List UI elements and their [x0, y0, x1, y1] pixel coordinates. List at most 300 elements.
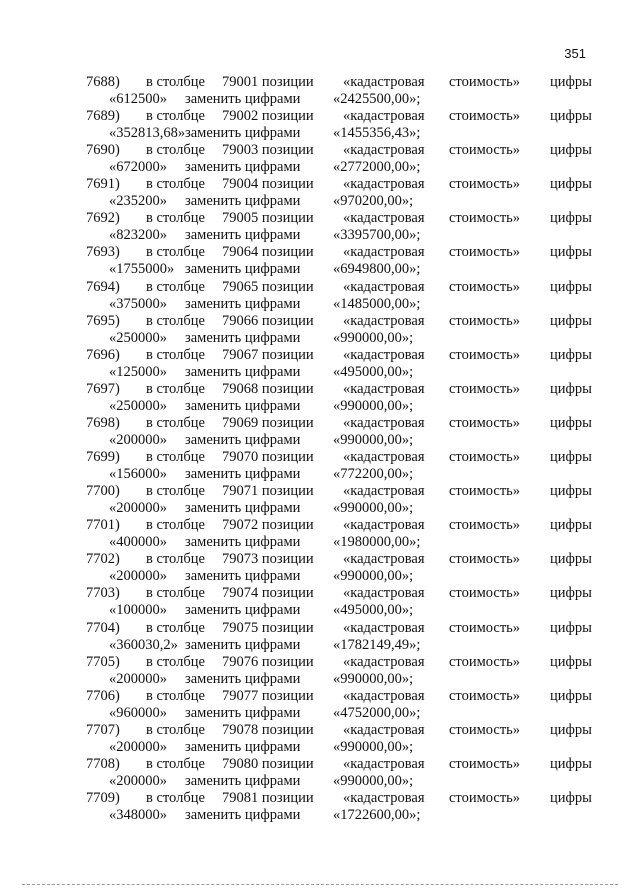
entry-number: 7707) — [86, 721, 120, 738]
value-text: стоимость» — [449, 142, 521, 159]
digits-text: цифры — [550, 210, 592, 227]
entry-number: 7688) — [86, 74, 120, 90]
entry-second-line — [0, 568, 640, 585]
entry-first-line — [0, 756, 640, 773]
position-text: позиции — [261, 176, 314, 193]
new-value: «495000,00»; — [333, 602, 414, 619]
column-code: 79074 — [222, 585, 259, 602]
replace-text: заменить цифрами — [185, 431, 301, 448]
position-code — [222, 620, 314, 637]
position-code — [222, 415, 314, 432]
old-value: «375000» — [109, 295, 167, 312]
entry-second-line — [0, 193, 640, 210]
old-value: «156000» — [109, 466, 167, 483]
column-code: 79003 — [222, 142, 259, 159]
value-text: стоимость» — [449, 653, 521, 670]
old-value: «1755000» — [109, 261, 175, 278]
replace-text: заменить цифрами — [185, 466, 301, 483]
entry-first-line — [0, 279, 640, 296]
old-value: «352813,68» — [109, 125, 186, 142]
position-code — [222, 108, 314, 125]
position-code — [222, 517, 314, 534]
old-value: «200000» — [109, 670, 167, 687]
replace-text: заменить цифрами — [185, 772, 301, 789]
position-text: позиции — [261, 449, 314, 466]
position-code — [222, 279, 314, 296]
old-value: «672000» — [109, 159, 167, 176]
digits-text: цифры — [550, 721, 592, 738]
entry-number: 7689) — [86, 108, 120, 125]
column-code: 79005 — [222, 210, 259, 227]
replace-text: заменить цифрами — [185, 670, 301, 687]
position-text: позиции — [261, 687, 314, 704]
digits-text: цифры — [550, 244, 592, 261]
digits-text: цифры — [550, 619, 592, 636]
column-code: 79064 — [222, 244, 259, 261]
column-code: 79001 — [222, 74, 259, 90]
column-code: 79073 — [222, 551, 259, 568]
in-column-text: в столбце — [146, 210, 205, 227]
cadastral-text: «кадастровая — [343, 108, 425, 125]
new-value: «4752000,00»; — [333, 704, 421, 721]
new-value: «990000,00»; — [333, 772, 414, 789]
amendment-entry — [0, 244, 640, 278]
value-text: стоимость» — [449, 346, 521, 363]
entry-first-line — [0, 142, 640, 159]
cadastral-text: «кадастровая — [343, 346, 425, 363]
position-text: позиции — [261, 483, 314, 500]
position-code — [222, 313, 314, 330]
cadastral-text: «кадастровая — [343, 721, 425, 738]
digits-text: цифры — [550, 585, 592, 602]
entry-first-line — [0, 722, 640, 739]
entry-first-line — [0, 449, 640, 466]
replace-text: заменить цифрами — [185, 125, 301, 142]
position-text: позиции — [261, 585, 314, 602]
in-column-text: в столбце — [146, 755, 205, 772]
new-value: «1782149,49»; — [333, 636, 421, 653]
old-value: «200000» — [109, 431, 167, 448]
digits-text: цифры — [550, 483, 592, 500]
entry-second-line — [0, 330, 640, 347]
value-text: стоимость» — [449, 380, 521, 397]
position-text: позиции — [261, 789, 314, 806]
entry-first-line — [0, 381, 640, 398]
replace-text: заменить цифрами — [185, 91, 301, 107]
digits-text: цифры — [550, 346, 592, 363]
old-value: «200000» — [109, 772, 167, 789]
position-code — [222, 244, 314, 261]
position-code — [222, 654, 314, 671]
position-code — [222, 449, 314, 466]
entry-number: 7691) — [86, 176, 120, 193]
cadastral-text: «кадастровая — [343, 414, 425, 431]
cadastral-text: «кадастровая — [343, 653, 425, 670]
entry-number: 7695) — [86, 312, 120, 329]
entry-number: 7698) — [86, 414, 120, 431]
replace-text: заменить цифрами — [185, 568, 301, 585]
old-value: «100000» — [109, 602, 167, 619]
position-code — [222, 756, 314, 773]
cadastral-text: «кадастровая — [343, 585, 425, 602]
position-text: позиции — [261, 380, 314, 397]
digits-text: цифры — [550, 142, 592, 159]
position-text: позиции — [261, 210, 314, 227]
entry-second-line — [0, 296, 640, 313]
entry-second-line — [0, 261, 640, 278]
entry-second-line — [0, 637, 640, 654]
cadastral-text: «кадастровая — [343, 210, 425, 227]
amendment-entry — [0, 449, 640, 483]
position-text: позиции — [261, 551, 314, 568]
page-number: 351 — [564, 46, 586, 61]
new-value: «2425500,00»; — [333, 91, 421, 107]
new-value: «1485000,00»; — [333, 295, 421, 312]
entry-second-line — [0, 432, 640, 449]
position-code — [222, 381, 314, 398]
entry-first-line — [0, 620, 640, 637]
position-code — [222, 176, 314, 193]
cadastral-text: «кадастровая — [343, 619, 425, 636]
value-text: стоимость» — [449, 687, 521, 704]
entry-number: 7693) — [86, 244, 120, 261]
column-code: 79070 — [222, 449, 259, 466]
new-value: «990000,00»; — [333, 568, 414, 585]
entry-first-line — [0, 790, 640, 807]
in-column-text: в столбце — [146, 585, 205, 602]
digits-text: цифры — [550, 449, 592, 466]
amendment-entry — [0, 483, 640, 517]
in-column-text: в столбце — [146, 74, 205, 90]
amendment-entry — [0, 517, 640, 551]
amendment-entry — [0, 279, 640, 313]
entry-first-line — [0, 551, 640, 568]
entry-second-line — [0, 773, 640, 790]
replace-text: заменить цифрами — [185, 193, 301, 210]
in-column-text: в столбце — [146, 687, 205, 704]
entry-number: 7700) — [86, 483, 120, 500]
digits-text: цифры — [550, 414, 592, 431]
position-text: позиции — [261, 346, 314, 363]
position-code — [222, 722, 314, 739]
value-text: стоимость» — [449, 755, 521, 772]
old-value: «200000» — [109, 568, 167, 585]
entry-second-line — [0, 398, 640, 415]
entry-second-line — [0, 227, 640, 244]
cadastral-text: «кадастровая — [343, 176, 425, 193]
in-column-text: в столбце — [146, 517, 205, 534]
position-text: позиции — [261, 517, 314, 534]
entry-first-line — [0, 210, 640, 227]
new-value: «990000,00»; — [333, 329, 414, 346]
value-text: стоимость» — [449, 210, 521, 227]
position-text: позиции — [261, 653, 314, 670]
entry-number: 7709) — [86, 789, 120, 806]
old-value: «400000» — [109, 534, 167, 551]
entry-number: 7696) — [86, 346, 120, 363]
new-value: «1722600,00»; — [333, 806, 421, 823]
column-code: 79072 — [222, 517, 259, 534]
value-text: стоимость» — [449, 619, 521, 636]
entry-first-line — [0, 244, 640, 261]
replace-text: заменить цифрами — [185, 397, 301, 414]
amendment-entry — [0, 756, 640, 790]
value-text: стоимость» — [449, 278, 521, 295]
value-text: стоимость» — [449, 449, 521, 466]
old-value: «250000» — [109, 329, 167, 346]
replace-text: заменить цифрами — [185, 534, 301, 551]
digits-text: цифры — [550, 74, 592, 90]
amendment-entry — [0, 688, 640, 722]
entry-number: 7702) — [86, 551, 120, 568]
entry-first-line — [0, 74, 640, 91]
column-code: 79076 — [222, 653, 259, 670]
replace-text: заменить цифрами — [185, 159, 301, 176]
amendment-entry — [0, 108, 640, 142]
position-text: позиции — [261, 244, 314, 261]
old-value: «360030,2» — [109, 636, 178, 653]
value-text: стоимость» — [449, 585, 521, 602]
cadastral-text: «кадастровая — [343, 687, 425, 704]
position-text: позиции — [261, 721, 314, 738]
old-value: «200000» — [109, 738, 167, 755]
position-code — [222, 142, 314, 159]
replace-text: заменить цифрами — [185, 704, 301, 721]
cadastral-text: «кадастровая — [343, 278, 425, 295]
digits-text: цифры — [550, 687, 592, 704]
column-code: 79068 — [222, 380, 259, 397]
cadastral-text: «кадастровая — [343, 483, 425, 500]
digits-text: цифры — [550, 755, 592, 772]
cadastral-text: «кадастровая — [343, 551, 425, 568]
in-column-text: в столбце — [146, 551, 205, 568]
entry-second-line — [0, 534, 640, 551]
old-value: «200000» — [109, 500, 167, 517]
entry-first-line — [0, 517, 640, 534]
amendment-entry — [0, 415, 640, 449]
column-code: 79069 — [222, 414, 259, 431]
in-column-text: в столбце — [146, 312, 205, 329]
replace-text: заменить цифрами — [185, 295, 301, 312]
in-column-text: в столбце — [146, 721, 205, 738]
new-value: «3395700,00»; — [333, 227, 421, 244]
digits-text: цифры — [550, 517, 592, 534]
amendment-entry — [0, 74, 640, 108]
old-value: «612500» — [109, 91, 167, 107]
column-code: 79081 — [222, 789, 259, 806]
replace-text: заменить цифрами — [185, 500, 301, 517]
position-code — [222, 74, 314, 91]
replace-text: заменить цифрами — [185, 636, 301, 653]
digits-text: цифры — [550, 551, 592, 568]
entry-second-line — [0, 364, 640, 381]
column-code: 79075 — [222, 619, 259, 636]
in-column-text: в столбце — [146, 619, 205, 636]
new-value: «495000,00»; — [333, 363, 414, 380]
column-code: 79004 — [222, 176, 259, 193]
position-text: позиции — [261, 619, 314, 636]
entry-number: 7708) — [86, 755, 120, 772]
cadastral-text: «кадастровая — [343, 142, 425, 159]
old-value: «960000» — [109, 704, 167, 721]
column-code: 79002 — [222, 108, 259, 125]
column-code: 79077 — [222, 687, 259, 704]
value-text: стоимость» — [449, 176, 521, 193]
entry-first-line — [0, 585, 640, 602]
entry-second-line — [0, 739, 640, 756]
entry-second-line — [0, 705, 640, 722]
column-code: 79066 — [222, 312, 259, 329]
new-value: «990000,00»; — [333, 670, 414, 687]
entry-second-line — [0, 500, 640, 517]
in-column-text: в столбце — [146, 380, 205, 397]
in-column-text: в столбце — [146, 653, 205, 670]
new-value: «990000,00»; — [333, 500, 414, 517]
replace-text: заменить цифрами — [185, 602, 301, 619]
replace-text: заменить цифрами — [185, 329, 301, 346]
replace-text: заменить цифрами — [185, 227, 301, 244]
amendment-entry — [0, 654, 640, 688]
cadastral-text: «кадастровая — [343, 517, 425, 534]
column-code: 79067 — [222, 346, 259, 363]
digits-text: цифры — [550, 380, 592, 397]
amendment-entry — [0, 347, 640, 381]
amendment-entry — [0, 176, 640, 210]
cadastral-text: «кадастровая — [343, 755, 425, 772]
value-text: стоимость» — [449, 483, 521, 500]
amendment-entry — [0, 142, 640, 176]
entry-number: 7705) — [86, 653, 120, 670]
entry-second-line — [0, 807, 640, 824]
column-code: 79065 — [222, 278, 259, 295]
new-value: «2772000,00»; — [333, 159, 421, 176]
value-text: стоимость» — [449, 74, 521, 90]
entry-number: 7701) — [86, 517, 120, 534]
in-column-text: в столбце — [146, 483, 205, 500]
entry-number: 7704) — [86, 619, 120, 636]
new-value: «970200,00»; — [333, 193, 414, 210]
position-text: позиции — [261, 312, 314, 329]
cadastral-text: «кадастровая — [343, 789, 425, 806]
new-value: «990000,00»; — [333, 397, 414, 414]
in-column-text: в столбце — [146, 789, 205, 806]
new-value: «990000,00»; — [333, 738, 414, 755]
value-text: стоимость» — [449, 517, 521, 534]
position-code — [222, 347, 314, 364]
value-text: стоимость» — [449, 244, 521, 261]
column-code: 79078 — [222, 721, 259, 738]
entry-first-line — [0, 483, 640, 500]
amendment-entry — [0, 551, 640, 585]
amendment-entry — [0, 585, 640, 619]
cadastral-text: «кадастровая — [343, 312, 425, 329]
value-text: стоимость» — [449, 108, 521, 125]
position-code — [222, 688, 314, 705]
in-column-text: в столбце — [146, 244, 205, 261]
new-value: «1455356,43»; — [333, 125, 421, 142]
replace-text: заменить цифрами — [185, 363, 301, 380]
replace-text: заменить цифрами — [185, 806, 301, 823]
column-code: 79071 — [222, 483, 259, 500]
entry-second-line — [0, 159, 640, 176]
entry-first-line — [0, 415, 640, 432]
cadastral-text: «кадастровая — [343, 449, 425, 466]
old-value: «235200» — [109, 193, 167, 210]
column-code: 79080 — [222, 755, 259, 772]
value-text: стоимость» — [449, 789, 521, 806]
cadastral-text: «кадастровая — [343, 380, 425, 397]
entry-first-line — [0, 108, 640, 125]
entry-second-line — [0, 671, 640, 688]
old-value: «348000» — [109, 806, 167, 823]
cadastral-text: «кадастровая — [343, 74, 425, 90]
digits-text: цифры — [550, 108, 592, 125]
in-column-text: в столбце — [146, 278, 205, 295]
in-column-text: в столбце — [146, 414, 205, 431]
entry-number: 7699) — [86, 449, 120, 466]
amendment-list — [0, 74, 640, 824]
position-text: позиции — [261, 278, 314, 295]
value-text: стоимость» — [449, 721, 521, 738]
position-text: позиции — [261, 74, 314, 90]
entry-first-line — [0, 347, 640, 364]
in-column-text: в столбце — [146, 108, 205, 125]
amendment-entry — [0, 313, 640, 347]
in-column-text: в столбце — [146, 176, 205, 193]
digits-text: цифры — [550, 789, 592, 806]
old-value: «250000» — [109, 397, 167, 414]
digits-text: цифры — [550, 176, 592, 193]
new-value: «1980000,00»; — [333, 534, 421, 551]
position-text: позиции — [261, 142, 314, 159]
entry-number: 7690) — [86, 142, 120, 159]
entry-number: 7692) — [86, 210, 120, 227]
new-value: «6949800,00»; — [333, 261, 421, 278]
value-text: стоимость» — [449, 312, 521, 329]
in-column-text: в столбце — [146, 142, 205, 159]
value-text: стоимость» — [449, 414, 521, 431]
amendment-entry — [0, 620, 640, 654]
amendment-entry — [0, 790, 640, 824]
position-code — [222, 551, 314, 568]
position-text: позиции — [261, 755, 314, 772]
amendment-entry — [0, 722, 640, 756]
entry-number: 7703) — [86, 585, 120, 602]
position-text: позиции — [261, 414, 314, 431]
amendment-entry — [0, 381, 640, 415]
in-column-text: в столбце — [146, 346, 205, 363]
bottom-rule — [22, 884, 618, 885]
position-code — [222, 585, 314, 602]
digits-text: цифры — [550, 278, 592, 295]
entry-second-line — [0, 466, 640, 483]
entry-number: 7694) — [86, 278, 120, 295]
in-column-text: в столбце — [146, 449, 205, 466]
new-value: «772200,00»; — [333, 466, 414, 483]
entry-number: 7697) — [86, 380, 120, 397]
amendment-entry — [0, 210, 640, 244]
new-value: «990000,00»; — [333, 431, 414, 448]
position-code — [222, 210, 314, 227]
old-value: «823200» — [109, 227, 167, 244]
entry-second-line — [0, 602, 640, 619]
replace-text: заменить цифрами — [185, 261, 301, 278]
digits-text: цифры — [550, 653, 592, 670]
position-code — [222, 790, 314, 807]
entry-first-line — [0, 176, 640, 193]
entry-number: 7706) — [86, 687, 120, 704]
old-value: «125000» — [109, 363, 167, 380]
